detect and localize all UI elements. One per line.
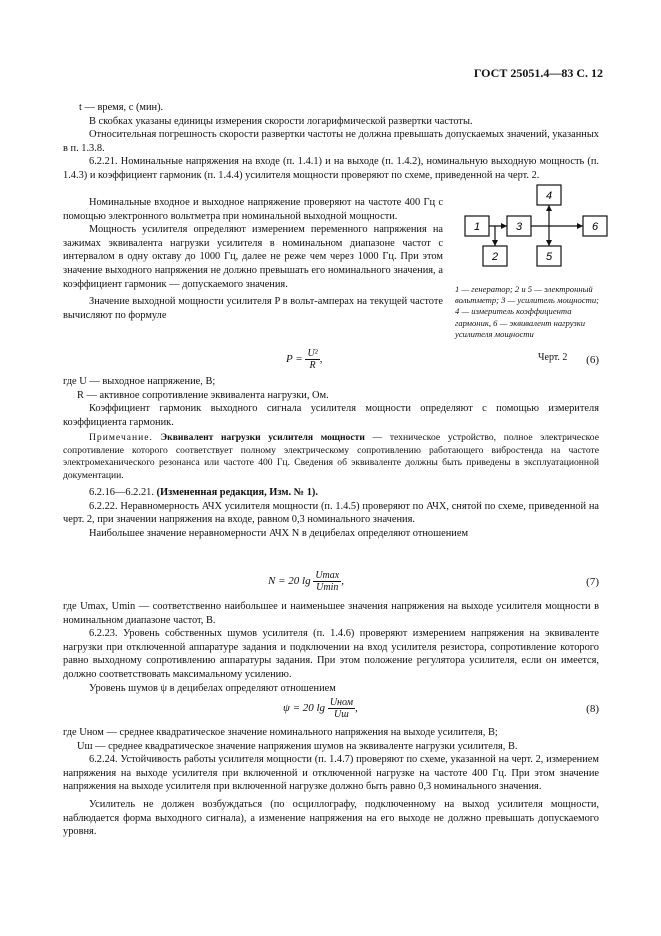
t-definition: t — время, с (мин). <box>79 102 164 113</box>
paragraph: 6.2.22. Неравномерность АЧХ усилителя мощности (п. 1.4.5) проверяют по АЧХ, снятой по схеме, приведенной на черт. 2, при значении напряжения на входе, равном 0,3 номинального значения. <box>63 500 599 526</box>
paragraph: 6.2.24. Устойчивость работы усилителя мощности (п. 1.4.7) проверяют по схеме, указанной на черт. 2, измерением напряжения на выходе усилителя при включенной и отключенной нагрузке на частоте 400 Гц. При этом значение напряжения на выходе усилителя при включенной нагрузке должно быть равно 0,3 номинального значения. <box>63 754 599 793</box>
fraction <box>328 697 355 720</box>
paragraph: 6.2.21. Номинальные напряжения на входе (п. 1.4.1) и на выходе (п. 1.4.2), номинальную выходную мощность (п. 1.4.3) и коэффициент гармоник (п. 1.4.4) усилителя мощности проверяют по схеме, приведенной на черт. 2. <box>63 156 599 181</box>
numerator: U² <box>307 348 318 359</box>
paragraph: Относительная погрешность скорости развертки частоты не должна превышать допускаемых значений, указанных в п. 1.3.8. <box>63 129 600 154</box>
where-ush: Uш — среднее квадратическое значение напряжения шумов на эквиваленте нагрузки усилителя, В. <box>77 740 518 752</box>
note-text: — техническое устройство, полное электрическое сопротивление которого соответствует полному электрическому сопротивлению работающего вибростенда на частоте электромеханического резонанса или частоте 400 Гц. Сведения об эквиваленте должны быть приведены в эксплуатационной документации. <box>63 432 599 481</box>
eq-lhs: N = 20 lg <box>268 575 311 588</box>
amendment <box>63 486 599 500</box>
note-term: Эквивалент нагрузки усилителя мощности <box>160 432 365 444</box>
box-label: 4 <box>545 190 553 202</box>
box-label: 1 <box>473 221 481 233</box>
paragraph: Значение выходной мощности усилителя P в вольт-амперах на текущей частоте вычисляют по формуле <box>63 296 443 321</box>
paragraph: Коэффициент гармоник выходного сигнала усилителя мощности определяют с помощью измерителя коэффициента гармоник. <box>63 403 599 428</box>
paragraph: 6.2.23. Уровень собственных шумов усилителя (п. 1.4.6) проверяют измерением напряжения на эквиваленте нагрузки при отключенной аппаратуре задания и подключении на вход усилителя резистора, сопротивление которого равно выходному сопротивлению аппаратуры задания. При этом положение регулятора усилителя, если он имеется, должно соответствовать максимальному усилению. <box>63 628 599 680</box>
paragraph: В скобках указаны единицы измерения скорости логарифмической развертки частоты. <box>89 115 473 127</box>
equation-7: N = 20 lg $\frac{Umax}{Umin}$ , <box>268 570 344 593</box>
amendment-ref: 6.2.16—6.2.21. <box>89 487 157 498</box>
eq-lhs: P = <box>286 353 303 366</box>
text-block-narrow <box>63 196 443 322</box>
denominator: R <box>309 360 316 371</box>
box-label: 3 <box>515 221 523 233</box>
figure-label: Черт. 2 <box>538 352 568 363</box>
denominator: Uш <box>334 709 349 720</box>
figure-caption: 1 — генератор; 2 и 5 — электронный вольтметр; 3 — усилитель мощности; 4 — измеритель коэффициента гармоник, 6 — эквивалент нагрузки усилителя мощности <box>455 284 599 339</box>
note <box>63 432 599 482</box>
numerator: Uном <box>329 697 353 708</box>
box-label: 6 <box>591 221 599 233</box>
box-label: 2 <box>491 251 499 263</box>
where-r: R — активное сопротивление эквивалента нагрузки, Ом. <box>77 389 329 401</box>
text-block-bottom <box>63 726 599 839</box>
page-header: ГОСТ 25051.4—83 С. 12 <box>473 66 603 80</box>
text-block-lower <box>63 600 599 695</box>
box-label: 5 <box>545 251 553 263</box>
equation-8: ψ = 20 lg $\frac{\text{Uном}}{Uш}$ , <box>283 697 358 720</box>
block-diagram <box>455 183 615 275</box>
numerator: Umax <box>315 570 340 581</box>
text-block-top <box>63 101 599 183</box>
where-u: где U — выходное напряжение, В; <box>63 376 216 387</box>
denominator: Umin <box>316 582 339 593</box>
paragraph: Усилитель не должен возбуждаться (по осциллографу, подключенному на выход усилителя мощности, наблюдается форма выходного сигнала), а изменение напряжения на его выходе не должно превышать допускаемого уровня. <box>63 798 599 838</box>
text-block-middle <box>63 375 599 540</box>
eq-lhs: ψ = 20 lg <box>283 702 326 715</box>
amendment-text: (Измененная редакция, Изм. № 1). <box>156 487 318 498</box>
paragraph: Наибольшее значение неравномерности АЧХ N в децибелах определяют отношением <box>89 527 469 539</box>
paragraph: Уровень шумов ψ в децибелах определяют отношением <box>89 682 336 694</box>
equation-number: (6) <box>586 354 599 366</box>
equation-6: P = $\frac{\text{U²}}{R}$ , <box>286 348 323 371</box>
note-label: Примечание. <box>89 432 153 444</box>
paragraph: Номинальные входное и выходное напряжение проверяют на частоте 400 Гц с помощью электронного вольтметра при номинальной выходной мощности. <box>63 197 443 222</box>
where-unom: где Uном — среднее квадратическое значение номинального напряжения на выходе усилителя, В; <box>63 727 498 738</box>
equation-number: (7) <box>586 576 599 588</box>
paragraph: Мощность усилителя определяют измерением переменного напряжения на зажимах эквивалента нагрузки усилителя в номинальном диапазоне частот с интервалом в одну октаву до 1000 Гц, далее не реже чем через 1000 Гц. При этом значение выходного напряжения не должно превышать его номинального значения, а коэффициент гармоник — допускаемого значения. <box>63 224 443 290</box>
fraction <box>313 570 341 593</box>
fraction <box>305 348 319 371</box>
equation-number: (8) <box>586 703 599 715</box>
where-umax: где Umax, Umin — соответственно наибольшее и наименьшее значения напряжения на выходе усилителя мощности в номинальном диапазоне частот, В. <box>63 601 599 626</box>
